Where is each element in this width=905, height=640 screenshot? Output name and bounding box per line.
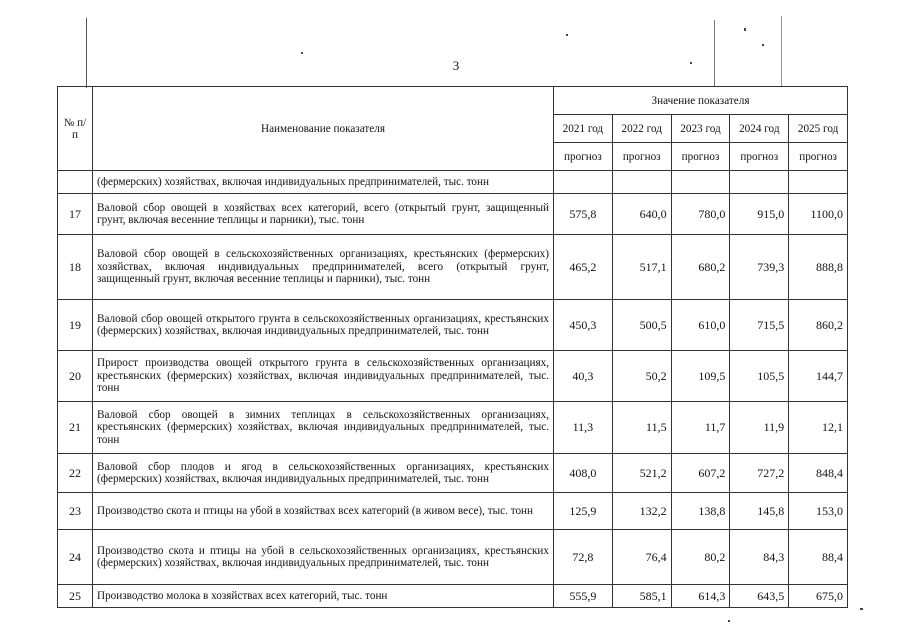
row-value: 739,3 xyxy=(730,235,789,300)
row-value: 105,5 xyxy=(730,351,789,402)
row-name: Валовой сбор овощей в зимних теплицах в сельскохозяйственных организациях, крестьянских (фермерских) хозяйствах, включая индивидуальных предпринимателей, тыс. тонн xyxy=(93,402,554,454)
row-value: 125,9 xyxy=(554,493,613,530)
table-row-continuation xyxy=(58,171,848,194)
table-row xyxy=(58,351,848,402)
row-value: 11,5 xyxy=(612,402,671,454)
row-value: 144,7 xyxy=(789,351,848,402)
row-name: Валовой сбор овощей в сельскохозяйственных организациях, крестьянских (фермерских) хозяйствах, включая индивидуальных предпринимателей, всего (открытый грунт, защищенный грунт, включая весенние теплицы и парники), тыс. тонн xyxy=(93,235,554,300)
row-value: 11,3 xyxy=(554,402,613,454)
row-value: 575,8 xyxy=(554,194,613,235)
row-number: 22 xyxy=(58,454,93,493)
table-header xyxy=(58,87,848,171)
row-value: 72,8 xyxy=(554,530,613,585)
scan-speck xyxy=(762,44,764,46)
row-value: 109,5 xyxy=(671,351,730,402)
header-year: 2025 год xyxy=(789,115,848,143)
row-value: 450,3 xyxy=(554,300,613,351)
row-value: 780,0 xyxy=(671,194,730,235)
row-value: 132,2 xyxy=(612,493,671,530)
scan-speck xyxy=(301,52,303,54)
header-value-group: Значение показателя xyxy=(554,87,848,115)
row-value: 1100,0 xyxy=(789,194,848,235)
row-name: Производство молока в хозяйствах всех категорий, тыс. тонн xyxy=(93,585,554,608)
row-value: 610,0 xyxy=(671,300,730,351)
table-body xyxy=(58,171,848,608)
row-value: 521,2 xyxy=(612,454,671,493)
header-name: Наименование показателя xyxy=(93,87,554,171)
row-number: 21 xyxy=(58,402,93,454)
header-year: 2024 год xyxy=(730,115,789,143)
scan-speck xyxy=(728,620,730,622)
row-value: 84,3 xyxy=(730,530,789,585)
row-value xyxy=(730,171,789,194)
row-name: Валовой сбор плодов и ягод в сельскохозяйственных организациях, крестьянских (фермерских) хозяйствах, включая индивидуальных предпринимателей, тыс. тонн xyxy=(93,454,554,493)
row-value: 680,2 xyxy=(671,235,730,300)
row-name: Производство скота и птицы на убой в хозяйствах всех категорий (в живом весе), тыс. тонн xyxy=(93,493,554,530)
row-value xyxy=(612,171,671,194)
row-value xyxy=(554,171,613,194)
header-forecast: прогноз xyxy=(554,143,613,171)
row-value: 153,0 xyxy=(789,493,848,530)
row-value: 915,0 xyxy=(730,194,789,235)
row-name: Валовой сбор овощей открытого грунта в сельскохозяйственных организациях, крестьянских (фермерских) хозяйствах, включая индивидуальных предпринимателей, тыс. тонн xyxy=(93,300,554,351)
row-number: 19 xyxy=(58,300,93,351)
row-value: 80,2 xyxy=(671,530,730,585)
row-value: 40,3 xyxy=(554,351,613,402)
row-value: 145,8 xyxy=(730,493,789,530)
table-row xyxy=(58,530,848,585)
row-value: 860,2 xyxy=(789,300,848,351)
row-value: 76,4 xyxy=(612,530,671,585)
table-row xyxy=(58,454,848,493)
header-year: 2023 год xyxy=(671,115,730,143)
row-value: 675,0 xyxy=(789,585,848,608)
indicators-table xyxy=(57,86,848,608)
row-number: 23 xyxy=(58,493,93,530)
row-value: 465,2 xyxy=(554,235,613,300)
row-number: 17 xyxy=(58,194,93,235)
page-number: 3 xyxy=(452,58,460,73)
row-value: 607,2 xyxy=(671,454,730,493)
row-value: 500,5 xyxy=(612,300,671,351)
row-number: 18 xyxy=(58,235,93,300)
row-number: 24 xyxy=(58,530,93,585)
row-value: 640,0 xyxy=(612,194,671,235)
row-value: 11,9 xyxy=(730,402,789,454)
header-forecast: прогноз xyxy=(671,143,730,171)
row-number xyxy=(58,171,93,194)
row-value: 727,2 xyxy=(730,454,789,493)
table-row xyxy=(58,402,848,454)
scan-speck xyxy=(744,28,746,31)
scan-artifact-line xyxy=(781,16,782,86)
header-year: 2021 год xyxy=(554,115,613,143)
row-value: 888,8 xyxy=(789,235,848,300)
scan-speck xyxy=(566,34,568,36)
header-forecast: прогноз xyxy=(612,143,671,171)
header-num: № п/п xyxy=(58,87,93,171)
table-row xyxy=(58,235,848,300)
row-value: 12,1 xyxy=(789,402,848,454)
scan-speck xyxy=(860,608,863,610)
row-value: 555,9 xyxy=(554,585,613,608)
row-value xyxy=(789,171,848,194)
row-name: (фермерских) хозяйствах, включая индивидуальных предпринимателей, тыс. тонн xyxy=(93,171,554,194)
row-value: 614,3 xyxy=(671,585,730,608)
row-value: 88,4 xyxy=(789,530,848,585)
row-name: Валовой сбор овощей в хозяйствах всех категорий, всего (открытый грунт, защищенный грунт, включая весенние теплицы и парники), тыс. тонн xyxy=(93,194,554,235)
row-value: 138,8 xyxy=(671,493,730,530)
scan-artifact-line xyxy=(714,20,715,86)
row-number: 20 xyxy=(58,351,93,402)
table-row xyxy=(58,194,848,235)
row-name: Прирост производства овощей открытого грунта в сельскохозяйственных организациях, крестьянских (фермерских) хозяйствах, включая индивидуальных предпринимателей, тыс. тонн xyxy=(93,351,554,402)
row-value: 715,5 xyxy=(730,300,789,351)
table-row xyxy=(58,300,848,351)
table-row xyxy=(58,585,848,608)
row-number: 25 xyxy=(58,585,93,608)
row-value: 585,1 xyxy=(612,585,671,608)
row-value: 408,0 xyxy=(554,454,613,493)
table-row xyxy=(58,493,848,530)
header-year: 2022 год xyxy=(612,115,671,143)
row-value: 517,1 xyxy=(612,235,671,300)
row-value: 643,5 xyxy=(730,585,789,608)
header-forecast: прогноз xyxy=(730,143,789,171)
scan-artifact-line xyxy=(86,18,87,88)
header-forecast: прогноз xyxy=(789,143,848,171)
row-value: 50,2 xyxy=(612,351,671,402)
row-value: 848,4 xyxy=(789,454,848,493)
row-value xyxy=(671,171,730,194)
scan-speck xyxy=(690,62,692,64)
row-value: 11,7 xyxy=(671,402,730,454)
row-name: Производство скота и птицы на убой в сельскохозяйственных организациях, крестьянских (фермерских) хозяйствах, включая индивидуальных предпринимателей, тыс. тонн xyxy=(93,530,554,585)
